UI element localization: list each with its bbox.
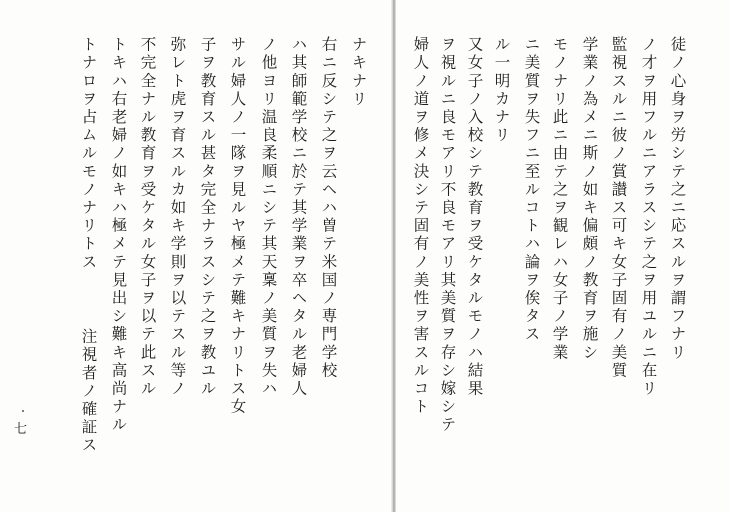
text-column: 学業ノ為メニ斯ノ如キ偏頗ノ教育ヲ施シ xyxy=(580,36,599,362)
text-column: ハ其師範学校ニ於テ其学業ヲ卒ヘタル老婦人 xyxy=(289,36,308,398)
text-column: 不完全ナル教育ヲ受ケタル女子ヲ以テ此スル xyxy=(138,36,157,398)
text-column: 弥レト虎ヲ育スルカ如キ学則ヲ以テスル等ノ xyxy=(168,36,187,398)
text-column: モノナリ此ニ由テ之ヲ観レハ女子ノ学業 xyxy=(550,36,569,362)
text-column: ニ美質ヲ失フニ至ルコトハ論ヲ俟タス xyxy=(522,36,541,344)
text-column: トキハ右老婦ノ如キハ極メテ見出シ難キ高尚ナル xyxy=(109,36,128,435)
text-column: 注視者ノ確証ス xyxy=(79,328,98,455)
text-column: 又女子ノ入校シテ教育ヲ受ケタルモノハ結果 xyxy=(465,36,484,398)
text-column: ノ他ヨリ温良柔順ニシテ其天稟ノ美質ヲ失ハ xyxy=(259,36,278,398)
text-column: ナキナリ xyxy=(349,36,368,109)
ink-speck xyxy=(22,410,24,412)
text-column: ル一明カナリ xyxy=(492,36,511,145)
text-column: 右ニ反シテ之ヲ云ヘハ曽テ米国ノ専門学校 xyxy=(319,36,338,380)
text-column: ヲ視ルニ良モアリ不良モアリ其美質ヲ存シ嫁シテ xyxy=(438,36,457,435)
page-number: 七 xyxy=(14,422,28,437)
text-column: 監視スルニ彼ノ賞讃ス可キ女子固有ノ美質 xyxy=(609,36,628,380)
text-column: サル婦人ノ一隊ヲ見ルヤ極メテ難キナリトス女 xyxy=(228,36,247,417)
text-column: 婦人ノ道ヲ修メ決シテ固有ノ美性ヲ害スルコト xyxy=(411,36,430,417)
text-column: 徒ノ心身ヲ労シテ之ニ応スルヲ謂フナリ xyxy=(668,36,687,362)
text-column: トナロヲ占ムルモノナリトス xyxy=(79,36,98,272)
text-column: ノ才ヲ用フルニアラスシテ之ヲ用ユルニ在リ xyxy=(639,36,658,398)
text-column: 子ヲ教育スル甚タ完全ナラスシテ之ヲ教ユル xyxy=(198,36,217,398)
right-page xyxy=(395,0,730,512)
